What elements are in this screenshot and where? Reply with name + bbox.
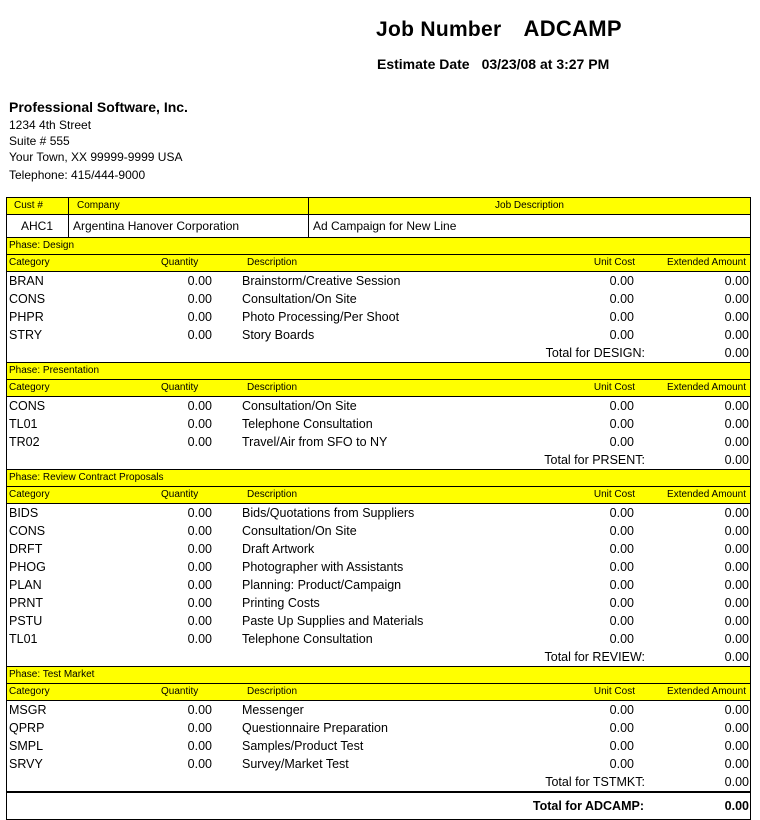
category-code: BIDS	[9, 506, 39, 520]
customer-values-row	[7, 215, 750, 238]
estimate-report-table	[6, 197, 751, 820]
quantity-value: 0.00	[187, 417, 212, 431]
extended-amount-value: 0.00	[724, 292, 749, 306]
item-description: Draft Artwork	[242, 542, 315, 556]
quantity-value: 0.00	[187, 596, 212, 610]
unit-cost-value: 0.00	[609, 399, 634, 413]
job-number-label: Job Number	[376, 18, 502, 41]
cust-no-value: AHC1	[7, 215, 69, 237]
description-column-header: Description	[247, 382, 298, 393]
job-description-header: Job Description	[495, 200, 564, 211]
extended-amount-value: 0.00	[724, 310, 749, 324]
item-description: Story Boards	[242, 328, 315, 342]
phase-section	[7, 363, 750, 470]
category-code: DRFT	[9, 542, 43, 556]
quantity-value: 0.00	[187, 757, 212, 771]
category-column-header: Category	[9, 257, 50, 268]
address-line-2: Suite # 555	[9, 134, 70, 148]
column-header-row	[7, 255, 750, 272]
unit-cost-value: 0.00	[609, 524, 634, 538]
category-code: PHPR	[9, 310, 44, 324]
category-code: PHOG	[9, 560, 46, 574]
line-item-row	[7, 415, 750, 433]
quantity-value: 0.00	[187, 310, 212, 324]
phase-total-label: Total for TSTMKT:	[545, 775, 645, 789]
column-header-row	[7, 684, 750, 701]
category-code: PLAN	[9, 578, 42, 592]
line-item-row	[7, 558, 750, 576]
phase-title: Phase: Test Market	[7, 667, 750, 684]
extended-amount-value: 0.00	[724, 399, 749, 413]
address-line-1: 1234 4th Street	[9, 118, 92, 132]
company-address-block	[9, 99, 188, 183]
quantity-column-header: Quantity	[161, 257, 199, 268]
unit-cost-value: 0.00	[609, 596, 634, 610]
job-number-heading	[376, 16, 622, 42]
company-name: Professional Software, Inc.	[9, 99, 188, 115]
grand-total-row	[7, 792, 750, 819]
estimate-date-label: Estimate Date	[377, 56, 470, 72]
extended-amount-value: 0.00	[724, 506, 749, 520]
category-code: QPRP	[9, 721, 45, 735]
description-column-header: Description	[247, 686, 298, 697]
unit-cost-value: 0.00	[609, 721, 634, 735]
quantity-value: 0.00	[187, 524, 212, 538]
quantity-column-header: Quantity	[161, 686, 199, 697]
category-code: CONS	[9, 524, 46, 538]
column-header-row	[7, 487, 750, 504]
phase-total-label: Total for PRSENT:	[544, 453, 645, 467]
extended-amount-value: 0.00	[724, 435, 749, 449]
line-item-row	[7, 576, 750, 594]
description-column-header: Description	[247, 257, 298, 268]
extended-amount-value: 0.00	[724, 721, 749, 735]
item-description: Consultation/On Site	[242, 399, 357, 413]
quantity-value: 0.00	[187, 703, 212, 717]
estimate-date-heading	[377, 56, 609, 72]
phase-total-label: Total for DESIGN:	[545, 346, 645, 360]
unit-cost-value: 0.00	[609, 417, 634, 431]
customer-company-value: Argentina Hanover Corporation	[69, 215, 309, 237]
unit-cost-value: 0.00	[609, 703, 634, 717]
phase-title: Phase: Presentation	[7, 363, 750, 380]
line-item-row	[7, 308, 750, 326]
cust-no-header: Cust #	[7, 198, 69, 214]
phase-section	[7, 238, 750, 363]
category-column-header: Category	[9, 382, 50, 393]
extended-amount-value: 0.00	[724, 560, 749, 574]
company-header: Company	[69, 198, 309, 214]
column-header-row	[7, 380, 750, 397]
phases-container	[7, 238, 750, 792]
extended-amount-column-header: Extended Amount	[667, 489, 746, 500]
quantity-value: 0.00	[187, 542, 212, 556]
category-code: TR02	[9, 435, 40, 449]
item-description: Paste Up Supplies and Materials	[242, 614, 424, 628]
item-description: Consultation/On Site	[242, 292, 357, 306]
item-description: Bids/Quotations from Suppliers	[242, 506, 415, 520]
category-code: STRY	[9, 328, 43, 342]
item-description: Brainstorm/Creative Session	[242, 274, 401, 288]
extended-amount-value: 0.00	[724, 596, 749, 610]
item-description: Photo Processing/Per Shoot	[242, 310, 400, 324]
line-item-row	[7, 272, 750, 290]
extended-amount-value: 0.00	[724, 524, 749, 538]
extended-amount-value: 0.00	[724, 578, 749, 592]
phase-total-row	[7, 773, 750, 791]
grand-total-value: 0.00	[724, 799, 749, 813]
item-description: Printing Costs	[242, 596, 320, 610]
line-item-row	[7, 594, 750, 612]
description-column-header: Description	[247, 489, 298, 500]
customer-header-row	[7, 198, 750, 215]
extended-amount-value: 0.00	[724, 739, 749, 753]
unit-cost-value: 0.00	[609, 274, 634, 288]
unit-cost-column-header: Unit Cost	[593, 489, 635, 500]
category-code: CONS	[9, 292, 46, 306]
extended-amount-value: 0.00	[724, 614, 749, 628]
category-code: CONS	[9, 399, 46, 413]
category-code: PRNT	[9, 596, 44, 610]
unit-cost-column-header: Unit Cost	[593, 382, 635, 393]
phase-total-row	[7, 648, 750, 666]
line-item-row	[7, 522, 750, 540]
job-number-value: ADCAMP	[523, 16, 622, 41]
extended-amount-value: 0.00	[724, 274, 749, 288]
line-item-row	[7, 540, 750, 558]
extended-amount-value: 0.00	[724, 757, 749, 771]
phase-total-value: 0.00	[724, 650, 749, 664]
phase-total-value: 0.00	[724, 346, 749, 360]
category-code: SRVY	[9, 757, 43, 771]
line-item-row	[7, 612, 750, 630]
extended-amount-value: 0.00	[724, 328, 749, 342]
quantity-value: 0.00	[187, 614, 212, 628]
company-telephone: Telephone: 415/444-9000	[9, 168, 146, 182]
quantity-value: 0.00	[187, 274, 212, 288]
unit-cost-value: 0.00	[609, 292, 634, 306]
line-item-row	[7, 290, 750, 308]
estimate-date-value: 03/23/08 at 3:27 PM	[481, 56, 610, 72]
phase-section	[7, 667, 750, 792]
phase-total-value: 0.00	[724, 453, 749, 467]
unit-cost-value: 0.00	[609, 614, 634, 628]
category-code: TL01	[9, 417, 38, 431]
phase-total-label: Total for REVIEW:	[544, 650, 645, 664]
item-description: Survey/Market Test	[242, 757, 349, 771]
quantity-value: 0.00	[187, 506, 212, 520]
phase-title: Phase: Design	[7, 238, 750, 255]
extended-amount-value: 0.00	[724, 417, 749, 431]
extended-amount-column-header: Extended Amount	[667, 382, 746, 393]
unit-cost-value: 0.00	[609, 757, 634, 771]
phase-title: Phase: Review Contract Proposals	[7, 470, 750, 487]
unit-cost-value: 0.00	[609, 435, 634, 449]
quantity-value: 0.00	[187, 560, 212, 574]
line-item-row	[7, 504, 750, 522]
line-item-row	[7, 433, 750, 451]
quantity-value: 0.00	[187, 578, 212, 592]
extended-amount-value: 0.00	[724, 703, 749, 717]
unit-cost-value: 0.00	[609, 506, 634, 520]
item-description: Travel/Air from SFO to NY	[242, 435, 388, 449]
quantity-column-header: Quantity	[161, 382, 199, 393]
unit-cost-value: 0.00	[609, 560, 634, 574]
extended-amount-column-header: Extended Amount	[667, 257, 746, 268]
unit-cost-value: 0.00	[609, 328, 634, 342]
line-item-row	[7, 755, 750, 773]
unit-cost-value: 0.00	[609, 310, 634, 324]
job-description-value: Ad Campaign for New Line	[313, 219, 457, 233]
item-description: Samples/Product Test	[242, 739, 364, 753]
line-item-row	[7, 630, 750, 648]
line-item-row	[7, 737, 750, 755]
phase-total-row	[7, 344, 750, 362]
address-city: Your Town, XX 99999-9999 USA	[9, 150, 183, 164]
quantity-value: 0.00	[187, 632, 212, 646]
unit-cost-value: 0.00	[609, 632, 634, 646]
item-description: Consultation/On Site	[242, 524, 357, 538]
quantity-value: 0.00	[187, 721, 212, 735]
extended-amount-value: 0.00	[724, 542, 749, 556]
item-description: Telephone Consultation	[242, 632, 373, 646]
category-column-header: Category	[9, 489, 50, 500]
item-description: Messenger	[242, 703, 304, 717]
quantity-value: 0.00	[187, 292, 212, 306]
line-item-row	[7, 701, 750, 719]
category-code: BRAN	[9, 274, 44, 288]
category-code: TL01	[9, 632, 38, 646]
grand-total-label: Total for ADCAMP:	[532, 799, 644, 813]
phase-total-row	[7, 451, 750, 469]
quantity-value: 0.00	[187, 435, 212, 449]
unit-cost-column-header: Unit Cost	[593, 686, 635, 697]
quantity-column-header: Quantity	[161, 489, 199, 500]
phase-total-value: 0.00	[724, 775, 749, 789]
unit-cost-value: 0.00	[609, 578, 634, 592]
extended-amount-column-header: Extended Amount	[667, 686, 746, 697]
category-code: PSTU	[9, 614, 43, 628]
category-code: MSGR	[9, 703, 47, 717]
item-description: Telephone Consultation	[242, 417, 373, 431]
item-description: Photographer with Assistants	[242, 560, 404, 574]
line-item-row	[7, 719, 750, 737]
quantity-value: 0.00	[187, 739, 212, 753]
unit-cost-column-header: Unit Cost	[593, 257, 635, 268]
quantity-value: 0.00	[187, 328, 212, 342]
phase-section	[7, 470, 750, 667]
category-code: SMPL	[9, 739, 44, 753]
unit-cost-value: 0.00	[609, 542, 634, 556]
line-item-row	[7, 326, 750, 344]
extended-amount-value: 0.00	[724, 632, 749, 646]
line-item-row	[7, 397, 750, 415]
quantity-value: 0.00	[187, 399, 212, 413]
item-description: Planning: Product/Campaign	[242, 578, 402, 592]
unit-cost-value: 0.00	[609, 739, 634, 753]
item-description: Questionnaire Preparation	[242, 721, 388, 735]
category-column-header: Category	[9, 686, 50, 697]
